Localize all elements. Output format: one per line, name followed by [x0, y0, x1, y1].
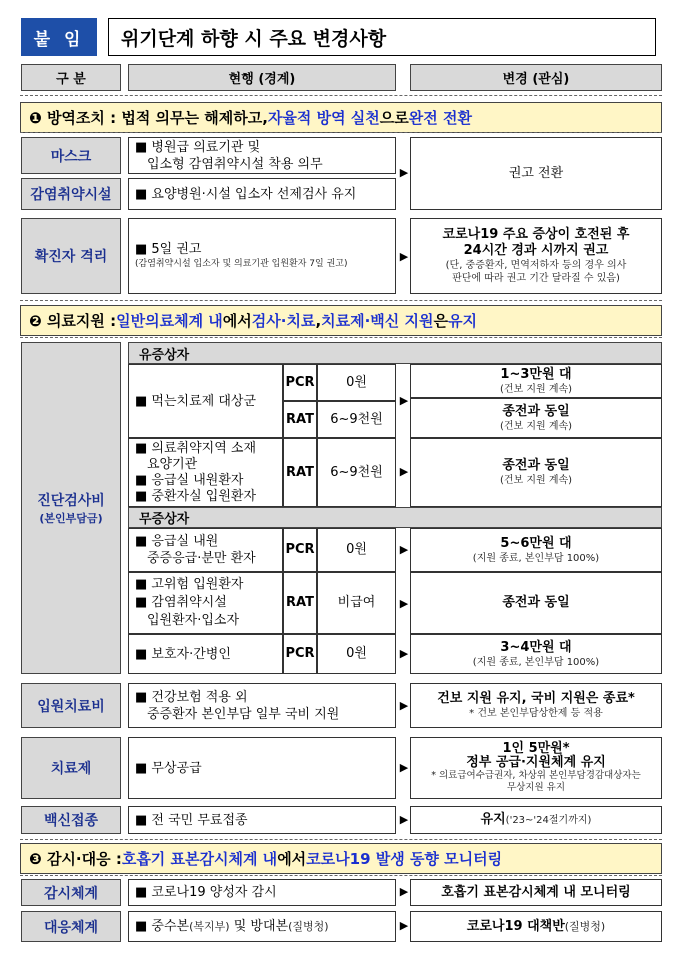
r3-change-line1: 5~6만원 대 — [500, 535, 572, 551]
asym-label: 무증상자 — [139, 512, 190, 527]
vaccine-current-text: ■ 전 국민 무료접종 — [135, 812, 248, 828]
r2-change — [410, 438, 662, 507]
isolation-current — [128, 218, 396, 294]
isolation-change-line3: (단, 중증환자, 면역저하자 등의 경우 의사 — [445, 260, 627, 271]
r3-label-line1: ■ 응급실 내원 — [135, 534, 219, 549]
divider — [20, 337, 662, 338]
arrow-icon: ▶ — [399, 699, 409, 712]
section-1-text-b: 자율적 방역 실천 — [267, 109, 380, 127]
r1-label — [128, 364, 283, 438]
drug-current-text: ■ 무상공급 — [135, 760, 202, 776]
col-header-changed: 변경 (관심) — [410, 64, 662, 91]
section-1-text-a: 방역조치 : 법적 의무는 해제하고, — [46, 109, 268, 127]
r1-pcr-cost-text: 0원 — [346, 374, 367, 390]
drug-change — [410, 737, 662, 799]
section-2-text-a: 의료지원 : — [46, 312, 117, 330]
arrow-icon: ▶ — [399, 597, 409, 610]
divider — [20, 95, 662, 96]
r4-change — [410, 572, 662, 634]
r1-pcr-change-line2: (건보 지원 계속) — [499, 383, 573, 395]
section-2-text-e: , — [315, 311, 322, 330]
r3-label-line2: 중증응급·분만 환자 — [147, 551, 256, 566]
resp-current-c: 및 방대본 — [229, 919, 289, 934]
r2-label-line4: ■ 중환자실 입원환자 — [135, 488, 257, 504]
r5-label — [128, 634, 283, 674]
section-2-number: ❷ — [29, 311, 42, 330]
section-2-text-c: 에서 — [222, 312, 252, 330]
surv-change — [410, 879, 662, 906]
arrow-icon: ▶ — [399, 761, 409, 774]
r1-rat-change-line1: 종전과 동일 — [502, 403, 570, 419]
r3-label — [128, 528, 283, 572]
drug-change-line4: 무상지원 유지 — [506, 782, 566, 793]
r1-pcr-text: PCR — [285, 374, 315, 390]
isolation-current-line1: ■ 5일 권고 — [135, 242, 202, 257]
r1-label-text: ■ 먹는치료제 대상군 — [135, 393, 257, 409]
r3-cost — [317, 528, 396, 572]
resp-current-b: (복지부) — [189, 920, 230, 933]
arrow-icon: ▶ — [399, 465, 409, 478]
r4-label — [128, 572, 283, 634]
vaccine-label: 백신접종 — [43, 813, 99, 829]
row-label-surveillance — [21, 879, 121, 906]
r3-cost-text: 0원 — [346, 542, 367, 557]
arrow-icon: ▶ — [399, 885, 409, 898]
r2-cost-text: 6~9천원 — [330, 464, 383, 480]
arrow-icon: ▶ — [399, 543, 409, 556]
drug-change-line1: 1인 5만원* — [502, 741, 570, 756]
col-header-current: 현행 (경계) — [128, 64, 396, 91]
sym-label: 유증상자 — [139, 347, 190, 363]
drug-change-line2: 정부 공급·지원체계 유지 — [466, 755, 606, 770]
r1-pcr — [283, 364, 317, 401]
arrow-icon: ▶ — [399, 166, 409, 179]
mask-current — [128, 137, 396, 174]
attachment-tag: 붙 임 — [21, 18, 97, 56]
r3-change — [410, 528, 662, 572]
resp-change-a: 코로나19 대책반 — [466, 918, 565, 934]
r5-label-text: ■ 보호자·간병인 — [135, 646, 231, 662]
symptomatic-subheader — [128, 342, 662, 364]
r2-change-line1: 종전과 동일 — [502, 458, 570, 473]
section-3-heading — [20, 843, 662, 874]
section-3-text-d: 코로나19 발생 동향 모니터링 — [306, 850, 503, 868]
resp-current — [128, 911, 396, 942]
row-label-vaccine — [21, 806, 121, 834]
r4-label-line2: ■ 감염취약시설 — [135, 595, 227, 610]
vuln-label: 감염취약시설 — [30, 187, 112, 203]
r2-label-line3: ■ 응급실 내원환자 — [135, 472, 244, 488]
hosp-label: 입원치료비 — [37, 698, 105, 715]
r3-pcr — [283, 528, 317, 572]
r1-rat-cost-text: 6~9천원 — [330, 411, 383, 427]
vuln-current-text: ■ 요양병원·시설 입소자 선제검사 유지 — [135, 186, 357, 202]
row-label-hospital-cost — [21, 683, 121, 728]
isolation-change — [410, 218, 662, 294]
hosp-current-line1: ■ 건강보험 적용 외 — [135, 689, 248, 705]
shared-change-text: 권고 전환 — [508, 165, 564, 181]
section-2-heading — [20, 305, 662, 336]
drug-current — [128, 737, 396, 799]
r4-label-line3: 입원환자·입소자 — [147, 613, 240, 628]
vaccine-current — [128, 806, 396, 834]
isolation-current-line2: (감염취약시설 입소자 및 의료기관 입원환자 7일 권고) — [135, 259, 348, 269]
divider — [20, 875, 662, 876]
r2-change-line2: (건보 지원 계속) — [499, 475, 573, 486]
r5-cost-text: 0원 — [346, 646, 367, 661]
r4-label-line1: ■ 고위험 입원환자 — [135, 577, 244, 592]
drug-change-line3: * 의료급여수급권자, 차상위 본인부담경감대상자는 — [431, 770, 641, 781]
section-2-text-d: 검사·치료 — [251, 312, 316, 330]
r5-pcr-text: PCR — [285, 646, 315, 661]
surv-label: 감시체계 — [43, 885, 99, 902]
r3-change-line2: (지원 종료, 본인부담 100%) — [472, 552, 600, 564]
section-3-text-c: 에서 — [277, 850, 307, 868]
r5-change — [410, 634, 662, 674]
section-2-text-h: 유지 — [448, 312, 477, 330]
r4-change-text: 종전과 동일 — [502, 595, 570, 610]
row-label-response — [21, 911, 121, 942]
surv-current-text: ■ 코로나19 양성자 감시 — [135, 885, 277, 900]
r2-rat — [283, 438, 317, 507]
r1-rat — [283, 401, 317, 438]
r2-label-line2: 요양기관 — [147, 456, 198, 472]
section-1-text-c: 으로 — [379, 109, 409, 127]
arrow-icon: ▶ — [399, 919, 409, 932]
page-title: 위기단계 하향 시 주요 변경사항 — [108, 18, 656, 56]
row-label-isolation — [21, 218, 121, 294]
resp-change-b: (질병청) — [564, 920, 606, 933]
resp-current-a: ■ 중수본 — [135, 919, 190, 934]
hosp-current-line2: 중증환자 본인부담 일부 국비 지원 — [147, 706, 340, 722]
section-3-number: ❸ — [29, 849, 42, 868]
r1-pcr-change — [410, 364, 662, 398]
r2-label-line1: ■ 의료취약지역 소재 — [135, 440, 257, 456]
diag-sublabel: (본인부담금) — [39, 512, 103, 525]
hosp-change-line1: 건보 지원 유지, 국비 지원은 종료* — [437, 691, 635, 706]
r3-pcr-text: PCR — [285, 542, 315, 557]
arrow-icon: ▶ — [399, 647, 409, 660]
divider — [20, 839, 662, 840]
section-1-heading — [20, 102, 662, 133]
mask-current-line2: 입소형 감염취약시설 착용 의무 — [147, 156, 323, 172]
section-2-text-f: 치료제·백신 지원 — [321, 312, 434, 330]
section-3-text-a: 감시·대응 : — [46, 850, 122, 868]
r2-label — [128, 438, 283, 507]
r1-rat-text: RAT — [286, 411, 314, 427]
r4-cost-text: 비급여 — [337, 595, 376, 610]
r5-change-line1: 3~4만원 대 — [500, 639, 572, 655]
r2-rat-text: RAT — [286, 464, 314, 480]
mask-current-line1: ■ 병원급 의료기관 및 — [135, 139, 261, 155]
surv-current — [128, 879, 396, 906]
vuln-current — [128, 178, 396, 210]
r5-change-line2: (지원 종료, 본인부담 100%) — [472, 656, 600, 668]
hosp-change-line2: * 건보 본인부담상한제 등 적용 — [469, 708, 603, 719]
divider — [20, 300, 662, 301]
r5-cost — [317, 634, 396, 674]
row-label-mask — [21, 137, 121, 174]
divider — [20, 132, 662, 133]
row-label-vulnerable-facility — [21, 178, 121, 210]
diag-label: 진단검사비 — [37, 493, 105, 509]
r5-pcr — [283, 634, 317, 674]
isolation-change-line2: 24시간 경과 시까지 권고 — [463, 243, 609, 258]
r1-pcr-change-line1: 1~3만원 대 — [500, 366, 572, 382]
isolation-label: 확진자 격리 — [34, 249, 108, 265]
r1-rat-change — [410, 398, 662, 438]
r1-rat-change-line2: (건보 지원 계속) — [499, 420, 573, 432]
arrow-icon: ▶ — [399, 250, 409, 263]
resp-change — [410, 911, 662, 942]
isolation-change-line1: 코로나19 주요 증상이 호전된 후 — [442, 227, 630, 242]
mask-label: 마스크 — [50, 148, 92, 165]
arrow-icon: ▶ — [399, 813, 409, 826]
r4-rat-text: RAT — [286, 595, 314, 610]
vaccine-change-note: ('23~'24절기까지) — [505, 814, 592, 826]
r1-pcr-cost — [317, 364, 396, 401]
isolation-change-line4: 판단에 따라 권고 기간 달라질 수 있음) — [452, 273, 620, 284]
r4-cost — [317, 572, 396, 634]
r2-cost — [317, 438, 396, 507]
vaccine-change — [410, 806, 662, 834]
vaccine-change-text: 유지 — [480, 812, 506, 827]
hosp-current — [128, 683, 396, 728]
row-label-diagnostic — [21, 342, 121, 674]
asymptomatic-subheader — [128, 507, 662, 528]
section-2-text-b: 일반의료체계 내 — [116, 312, 223, 330]
section-1-text-d: 완전 전환 — [408, 109, 472, 127]
resp-label: 대응체계 — [43, 919, 99, 936]
hosp-change — [410, 683, 662, 728]
r4-rat — [283, 572, 317, 634]
resp-current-d: (질병청) — [288, 920, 329, 933]
shared-change — [410, 137, 662, 210]
section-3-text-b: 호흡기 표본감시체계 내 — [121, 850, 278, 868]
section-2-text-g: 은 — [433, 312, 448, 330]
row-label-drug — [21, 737, 121, 799]
surv-change-text: 호흡기 표본감시체계 내 모니터링 — [441, 884, 631, 900]
col-header-category: 구 분 — [21, 64, 121, 91]
arrow-icon: ▶ — [399, 394, 409, 407]
drug-label: 치료제 — [50, 761, 92, 777]
r1-rat-cost — [317, 401, 396, 438]
section-1-number: ❶ — [29, 108, 42, 127]
